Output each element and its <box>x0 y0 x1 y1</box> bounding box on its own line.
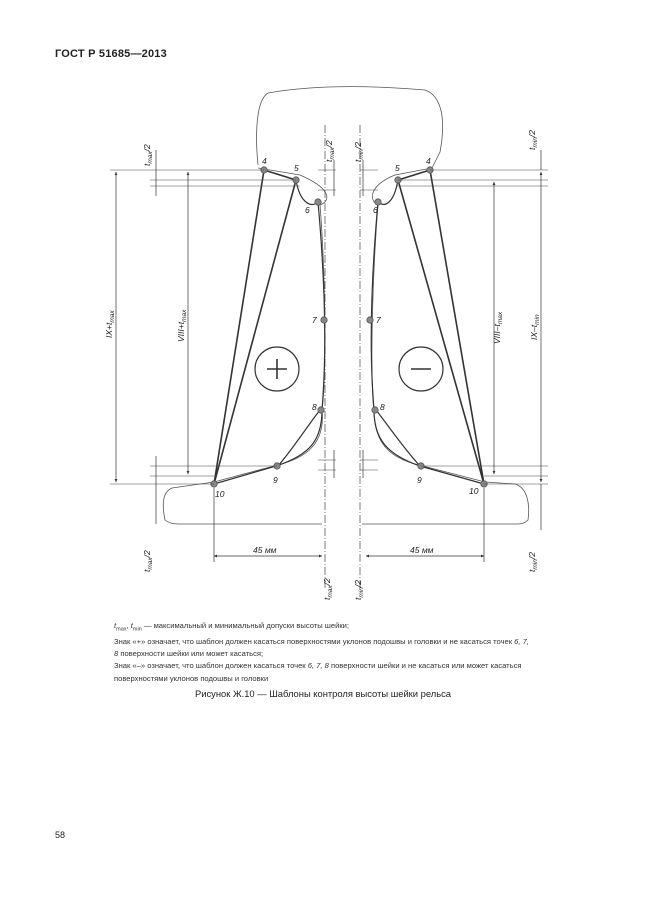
note-line: 8 поверхности шейки или может касаться; <box>114 649 264 659</box>
dim-label-tmax-half: $t_{max}/2$ <box>142 550 154 572</box>
figure-caption: Рисунок Ж.10 — Шаблоны контроля высоты шейки рельса <box>194 688 451 699</box>
dim-label-ix-minus: $IX-t_{min}$ <box>529 314 541 340</box>
standard-header: ГОСТ Р 51685—2013 <box>55 48 167 60</box>
dim-label-tmax-half: $t_{max}/2$ <box>322 578 334 600</box>
point-label: 7 <box>312 315 317 325</box>
dim-label-viii-plus: $VIII+t_{max}$ <box>176 309 188 342</box>
point-label: 6 <box>373 205 378 215</box>
dim-label-45mm-left: 45 мм <box>253 545 277 555</box>
dim-label-tmin-half: $t_{min}/2$ <box>527 130 539 150</box>
page-number: 58 <box>55 830 66 840</box>
point-label: 9 <box>273 475 278 485</box>
dim-label-tmax-half: $t_{max}/2$ <box>142 144 154 166</box>
point-label: 8 <box>312 402 317 412</box>
dim-label-ix-plus: $IX+t_{max}$ <box>104 310 116 338</box>
note-line: Знак «–» означает, что шаблон должен касаться точек 6, 7, 8 поверхности шейки и не касаться или может касаться <box>114 661 522 671</box>
point-label: 5 <box>395 163 400 173</box>
centre-lines <box>325 125 360 590</box>
control-points <box>211 167 487 487</box>
dimension-lines <box>116 150 541 562</box>
minus-sign-circle <box>399 347 443 391</box>
dim-label-tmin-half: $t_{min}/2$ <box>353 142 365 162</box>
template-plus <box>214 170 325 484</box>
dim-label-tmin-half: $t_{min}/2$ <box>353 580 365 600</box>
template-minus <box>371 170 484 484</box>
dim-label-tmax-half: $t_{max}/2$ <box>324 140 336 162</box>
point-label: 6 <box>305 205 310 215</box>
point-label: 4 <box>426 156 431 166</box>
plus-sign-circle <box>255 347 299 391</box>
point-label: 9 <box>417 475 422 485</box>
note-line: $t_{max}$, $t_{min}$ — максимальный и минимальный допуски высоты шейки; <box>114 621 350 633</box>
dim-label-viii-minus: VIII–$t_{max}$ <box>492 311 504 344</box>
dim-label-tmin-half: $t_{min}/2$ <box>527 552 539 572</box>
point-label: 10 <box>215 489 225 499</box>
dim-label-45mm-right: 45 мм <box>410 545 434 555</box>
point-label: 4 <box>262 156 267 166</box>
point-label: 10 <box>469 486 479 496</box>
point-label: 8 <box>380 402 385 412</box>
note-line: Знак «+» означает, что шаблон должен касаться поверхностями уклонов подошвы и головки и не касаться точек 6, 7, <box>114 636 529 646</box>
figure-notes <box>114 620 592 685</box>
note-line: поверхностями уклонов подошвы и головки <box>114 673 269 683</box>
point-label: 5 <box>294 163 299 173</box>
point-label: 7 <box>376 315 381 325</box>
